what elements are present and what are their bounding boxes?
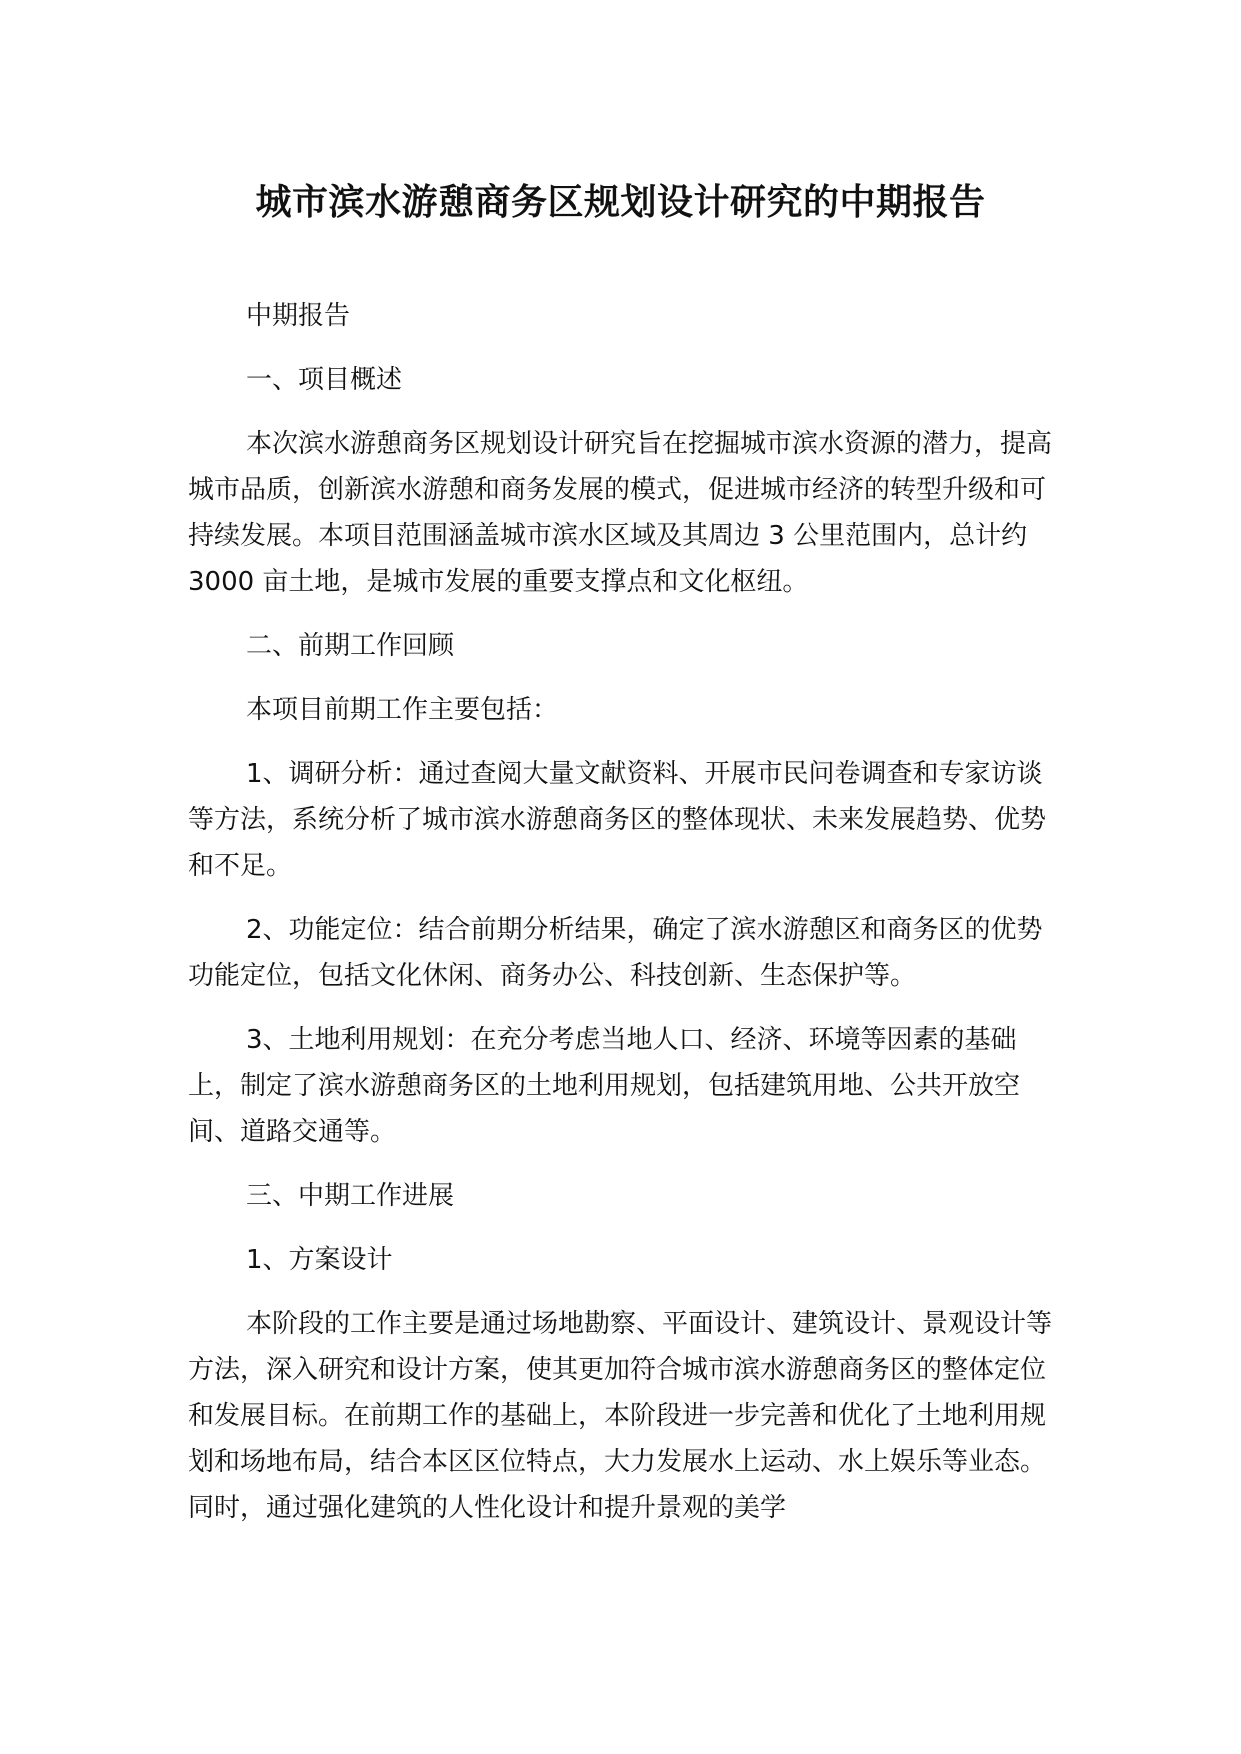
- document-body: [188, 293, 1058, 1549]
- paragraph-research-analysis: 1、调研分析：通过查阅大量文献资料、开展市民问卷调查和专家访谈等方法，系统分析了城市滨水游憩商务区的整体现状、未来发展趋势、优势和不足。: [188, 759, 1047, 881]
- paragraph-review-intro: 本项目前期工作主要包括：: [246, 695, 559, 725]
- paragraph-land-use-planning: 3、土地利用规划：在充分考虑当地人口、经济、环境等因素的基础上，制定了滨水游憩商务区的土地利用规划，包括建筑用地、公共开放空间、道路交通等。: [188, 1025, 1021, 1147]
- subsection-heading-scheme-design: 1、方案设计: [246, 1245, 393, 1275]
- paragraph-overview: 本次滨水游憩商务区规划设计研究旨在挖掘城市滨水资源的潜力，提高城市品质，创新滨水游憩和商务发展的模式，促进城市经济的转型升级和可持续发展。本项目范围涵盖城市滨水区域及其周边 3 公里范围内，总计约 3000 亩土地，是城市发展的重要支撑点和文化枢纽。: [188, 429, 1053, 597]
- paragraph-function-positioning: 2、功能定位：结合前期分析结果，确定了滨水游憩区和商务区的优势功能定位，包括文化休闲、商务办公、科技创新、生态保护等。: [188, 915, 1043, 991]
- subtitle-interim-report: 中期报告: [246, 301, 351, 331]
- section-heading-overview: 一、项目概述: [246, 365, 403, 395]
- section-heading-progress: 三、中期工作进展: [246, 1181, 455, 1211]
- document-title: 城市滨水游憩商务区规划设计研究的中期报告: [255, 182, 986, 223]
- paragraph-scheme-design: 本阶段的工作主要是通过场地勘察、平面设计、建筑设计、景观设计等方法，深入研究和设计方案，使其更加符合城市滨水游憩商务区的整体定位和发展目标。在前期工作的基础上，本阶段进一步完善和优化了土地利用规划和场地布局，结合本区区位特点，大力发展水上运动、水上娱乐等业态。同时，通过强化建筑的人性化设计和提升景观的美学: [188, 1309, 1053, 1523]
- section-heading-review: 二、前期工作回顾: [246, 631, 455, 661]
